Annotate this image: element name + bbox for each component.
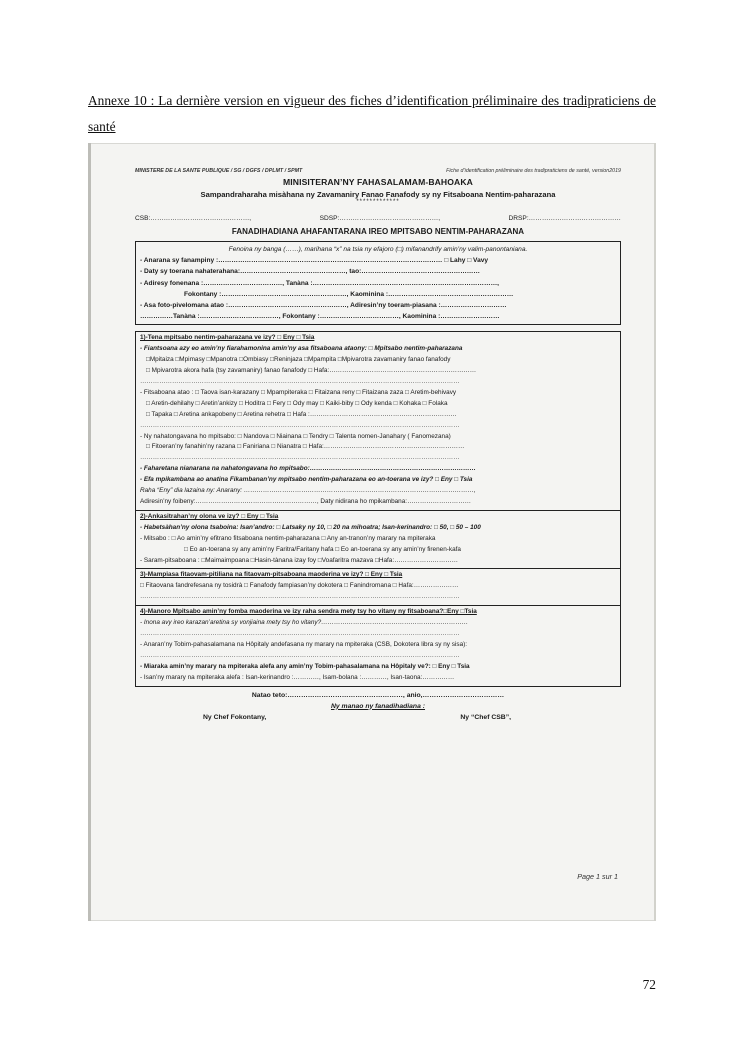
identity-address: - Adiresy fonenana :………………………………, Tanàna :…………………………………………………………………………, [140, 279, 500, 287]
identity-name: - Anarana sy fanampiny :………………………………………………………………………………………… □ Lahy □ Vavy [140, 257, 489, 265]
section-1-line: - Efa mpikambana ao anatina Fikambanan’ny mpitsabo nentim-paharazana eo an-toerana ve izy? □ Eny □ Tsia [140, 476, 473, 484]
annex-caption: Annexe 10 : La dernière version en vigueur des fiches d’identification préliminaire des tradipraticiens de santé [88, 93, 656, 134]
scan-page-indicator: Page 1 sur 1 [577, 872, 618, 881]
section-1-line: Raha “Eny” dia lazaina ny: Anarany: ………………………………………………………………………………………………, [140, 487, 476, 495]
identity-occupation: - Asa foto-pivelomana atao :………………………………………………, Adiresin’ny toeram-piasana :………………………… [140, 302, 507, 310]
section-4 [135, 605, 621, 686]
page-number: 72 [642, 977, 656, 992]
section-1-line: □ Fitoeran’ny fanahin’ny razana □ Faniriana □ Nianatra □ Hafa:………………………………………………………… [146, 443, 465, 451]
section-4-line: …………………………………………………………………………………………………………………………………… [140, 629, 460, 637]
investigator-label: Ny manao ny fanadihadiana : [330, 702, 426, 710]
health-district-line [135, 215, 621, 222]
section-1-line: …………………………………………………………………………………………………………………………………… [140, 454, 460, 462]
section-2-question: 2)-Ankasitrahan’ny olona ve izy? □ Eny □ Tsia [140, 512, 279, 520]
section-4-line: - Isan’ny marary na mpiteraka alefa : Isan-kerinandro :…………, Isam-bolana :…………, Isan-taona:…………… [140, 673, 455, 681]
section-4-line: - Miaraka amin’ny marary na mpiteraka alefa any amin’ny Tobim-pahasalamana na Hôpitaly ve?: □ Eny □ Tsia [140, 662, 470, 670]
section-1-line: …………………………………………………………………………………………………………………………………… [140, 378, 460, 386]
section-3-line: …………………………………………………………………………………………………………………………………… [140, 593, 460, 601]
stars-separator: ************* [356, 199, 400, 205]
section-2 [135, 510, 621, 570]
section-4-question: 4)-Manoro Mpitsabo amin’ny fomba maoderina ve izy raha sendra mety tsy ho vitany ny fitsaboana?□Eny □Tsia [140, 608, 477, 616]
section-1-line: □ Tapaka □ Aretina ankapobeny □ Aretina rehetra □ Hafa :…………………………………………………………… [146, 410, 457, 418]
section-1-line: - Ny nahatongavana ho mpitsabo: □ Nandova □ Niainana □ Tendry □ Talenta nomen-Janahary ( Fanomezana) [140, 432, 451, 440]
section-1-line: - Faharetana nianarana na nahatongavana ho mpitsabo:…………………………………………………………………… [140, 465, 476, 473]
csb-field: CSB:………………………………………, [135, 215, 252, 222]
section-1-line: □ Mpivarotra akora hafa (tsy zavamaniry) fanao fanafody □ Hafa:…………………………………………………………… [146, 367, 477, 375]
section-2-line: - Saram-pitsaboana : □Maimaimpoana □Hasin-tànana izay foy □Voafaritra mazava □Hafa:………………………… [140, 556, 459, 564]
identification-form [135, 168, 621, 723]
section-1-line: …………………………………………………………………………………………………………………………………… [140, 421, 460, 429]
signatories [135, 712, 621, 723]
section-1-line: □ Aretin-dehilahy □ Aretin’ankizy □ Hoditra □ Fery □ Ody may □ Kaiki-biby □ Ody kenda □ Kohaka □ Folaka [146, 399, 448, 407]
scan-left-edge [88, 143, 91, 921]
sdsp-field: SDSP:………………………………………, [319, 215, 441, 222]
form-header-line [135, 168, 621, 174]
survey-title: FANADIHADIANA AHAFANTARANA IREO MPITSABO NENTIM-PAHARAZANA [231, 227, 525, 236]
section-3-line: □ Fitaovana fandrefesana ny tosidrà □ Fanafody fampiasan’ny dokotera □ Fanindromana □ Hafa:………………… [140, 582, 459, 590]
section-1-line: - Fiantsoana azy eo amin’ny fiarahamonina amin’ny asa fitsaboana ataony: □ Mpitsabo nentim-paharazana [140, 345, 463, 353]
chef-csb-label: Ny “Chef CSB”, [460, 713, 511, 721]
section-1-question: 1)-Tena mpitsabo nentim-paharazana ve izy? □ Eny □ Tsia [140, 334, 315, 342]
scanned-form-image [88, 143, 656, 921]
chef-fokontany-label: Ny Chef Fokontany, [203, 713, 267, 721]
form-header-right: Fiche d’identification préliminaire des tradipraticiens de santé, version2019 [446, 168, 621, 174]
natao-teto-line: Natao teto:……………………………………………, anio,……………………………… [251, 691, 505, 699]
service-title: Sampandraharaha misàhana ny Zavamaniry Fanao Fanafody sy ny Fitsaboana Nentim-paharazana [200, 190, 556, 199]
section-4-line: - Inona avy ireo karazan’aretina sy vonjiaina mety tsy ho vitany?…………………………………………………………… [140, 619, 469, 627]
section-1-line: Adiresin’ny foibeny:…………………………………………………, Daty nidirana ho mpikambana:………………………… [140, 498, 471, 506]
signature-block [135, 690, 621, 723]
section-2-line: - Habetsàhan’ny olona tsaboina: Isan’andro: □ Latsaky ny 10, □ 20 na mihoatra; Isan-kerinandro: □ 50, □ 50 – 100 [140, 523, 481, 531]
section-4-line: - Anaran’ny Tobim-pahasalamana na Hôpitaly andefasana ny marary na mpiteraka (CSB, Dokotera libra sy ny sisa): [140, 640, 468, 648]
drsp-field: DRSP:…………………………………… [508, 215, 621, 222]
section-1 [135, 331, 621, 511]
identity-instruction: Fenoina ny banga (……), marihana “x” na tsia ny efajoro (□) mifanandrify amin’ny valim-panontaniana. [228, 246, 528, 253]
form-header-left: MINISTERE DE LA SANTE PUBLIQUE / SG / DGFS / DPLMT / SPMT [135, 168, 303, 174]
section-2-line: - Mitsabo : □ Ao amin’ny efitrano fitsaboana nentim-paharazana □ Any an-tranon’ny marary na mpiteraka [140, 534, 436, 542]
section-3-question: 3)-Mampiasa fitaovam-pitiliana na fitaovam-pitsaboana maoderina ve izy? □ Eny □ Tsia [140, 571, 403, 579]
identity-fokontany: Fokontany :…………………………………………………, Kaominina :………………………………………………… [184, 290, 514, 298]
identity-workplace: ……………Tanàna :………………………………, Fokontany :………………………………, Kaominina :……………………… [140, 313, 500, 321]
section-1-line: - Fitsaboana atao : □ Taova isan-karazany □ Mpampiteraka □ Fitaizana reny □ Fitaizana zaza □ Aretim-behivavy [140, 388, 457, 396]
section-3 [135, 568, 621, 606]
scan-right-edge [654, 143, 656, 921]
section-4-line: …………………………………………………………………………………………………………………………………… [140, 651, 460, 659]
identity-box [135, 241, 621, 325]
identity-birth: - Daty sy toerana nahaterahana:…………………………………………, tao:……………………………………………… [140, 268, 480, 276]
section-2-line: □ Eo an-toerana sy any amin’ny Faritra/Faritany hafa □ Eo an-toerana sy any amin’ny firenen-kafa [184, 545, 461, 553]
ministry-title: MINISITERAN’NY FAHASALAMAM-BAHOAKA [283, 177, 473, 187]
section-1-line: □Mpitaiza □Mpimasy □Mpanotra □Ombiasy □Reninjaza □Mpampita □Mpivarotra zavamaniry fanao fanafody [146, 356, 451, 364]
